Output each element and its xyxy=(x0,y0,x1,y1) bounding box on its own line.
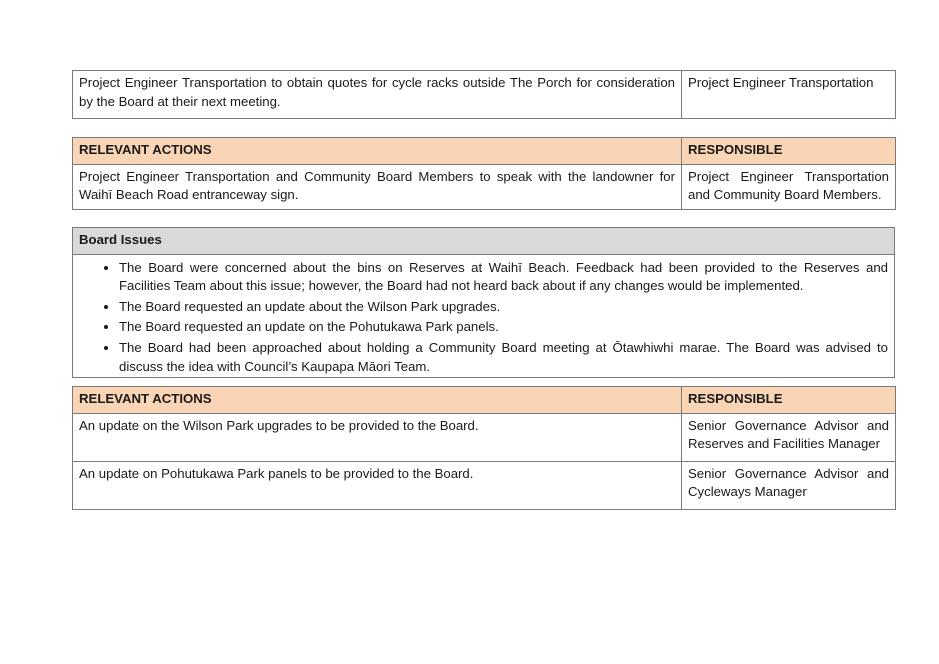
responsible-cell: Project Engineer Transportation xyxy=(682,71,896,119)
action-table-3 xyxy=(72,386,895,510)
responsible-cell: Senior Governance Advisor and Cycleways Manager xyxy=(682,461,896,509)
table-row xyxy=(73,71,896,119)
header-relevant-actions: RELEVANT ACTIONS xyxy=(73,138,682,165)
board-issues-table xyxy=(72,227,895,378)
table-row xyxy=(73,413,896,461)
issues-header-row xyxy=(73,228,895,255)
table-header-row xyxy=(73,387,896,414)
header-relevant-actions: RELEVANT ACTIONS xyxy=(73,387,682,414)
table-header-row xyxy=(73,138,896,165)
table-row xyxy=(73,164,896,209)
list-item: • The Board requested an update about the Wilson Park upgrades. xyxy=(119,298,888,317)
issues-body-row xyxy=(73,254,895,378)
board-issues-title: Board Issues xyxy=(73,228,895,255)
action-cell: An update on Pohutukawa Park panels to be provided to the Board. xyxy=(73,461,682,509)
list-item: • The Board requested an update on the Pohutukawa Park panels. xyxy=(119,318,888,337)
action-cell: Project Engineer Transportation to obtain quotes for cycle racks outside The Porch for consideration by the Board at their next meeting. xyxy=(73,71,682,119)
issues-list-cell xyxy=(73,254,895,378)
action-table-2 xyxy=(72,137,895,210)
action-table-1 xyxy=(72,70,895,119)
header-responsible: RESPONSIBLE xyxy=(682,138,896,165)
responsible-cell: Project Engineer Transportation and Community Board Members. xyxy=(682,164,896,209)
action-cell: An update on the Wilson Park upgrades to be provided to the Board. xyxy=(73,413,682,461)
responsible-cell: Senior Governance Advisor and Reserves and Facilities Manager xyxy=(682,413,896,461)
table-row xyxy=(73,461,896,509)
issues-list xyxy=(73,259,888,377)
list-item: • The Board had been approached about holding a Community Board meeting at Ōtawhiwhi marae. The Board was advised to discuss the idea with Council’s Kaupapa Māori Team. xyxy=(119,339,888,376)
list-item: • The Board were concerned about the bins on Reserves at Waihī Beach. Feedback had been provided to the Reserves and Facilities Team about this issue; however, the Board had not heard back about if any changes would be implemented. xyxy=(119,259,888,296)
header-responsible: RESPONSIBLE xyxy=(682,387,896,414)
action-cell: Project Engineer Transportation and Community Board Members to speak with the landowner for Waihī Beach Road entranceway sign. xyxy=(73,164,682,209)
